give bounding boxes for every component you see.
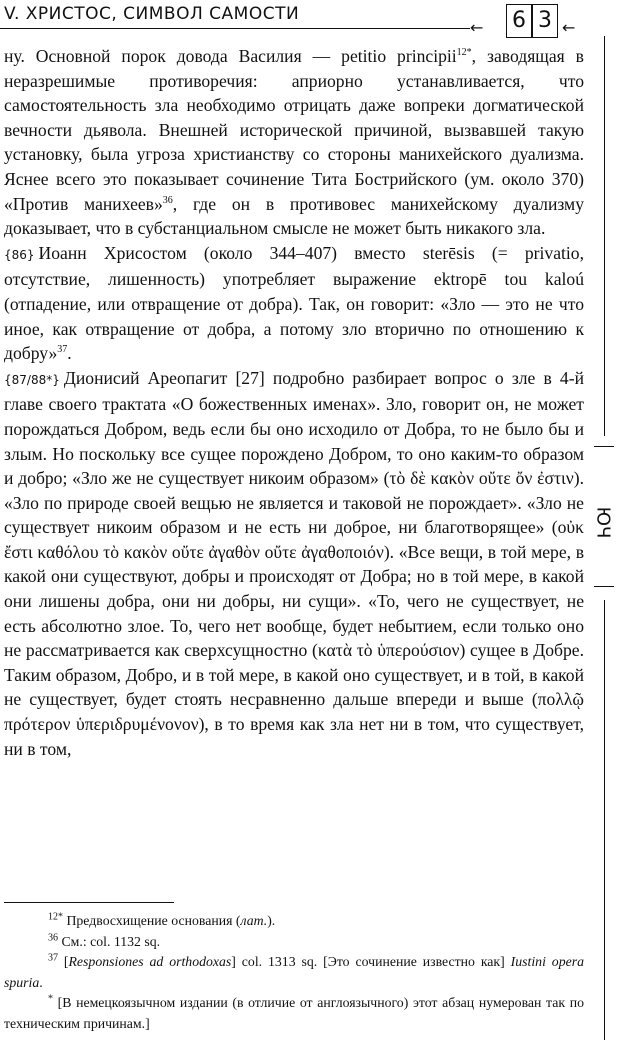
footnote-text: См.: col. 1132 sq. bbox=[58, 933, 161, 949]
footnote-star bbox=[4, 993, 584, 1034]
running-head: V. ХРИСТОС, СИМВОЛ САМОСТИ bbox=[4, 4, 300, 24]
footnote-text: ] col. 1313 sq. [Это сочинение известно как] bbox=[231, 954, 511, 969]
footnote-37 bbox=[4, 952, 584, 993]
paragraph-text: , где он в противовес манихейскому дуализму доказывает, что в субстанциальном смысле не может быть никакого зла. bbox=[4, 193, 584, 239]
main-text bbox=[4, 44, 584, 761]
footnote-italic: лат. bbox=[240, 913, 268, 928]
margin-rule-bottom bbox=[604, 600, 605, 1040]
footnote-text: Предвосхищение основания ( bbox=[63, 913, 241, 928]
footnote-ref-37: 37 bbox=[57, 344, 68, 356]
footnotes bbox=[4, 902, 584, 1034]
margin-bracket-top bbox=[594, 446, 614, 447]
margin-bracket-bottom bbox=[594, 586, 614, 587]
footnote-36 bbox=[4, 932, 584, 953]
paragraph-number: {86} bbox=[4, 247, 35, 262]
page-header bbox=[0, 0, 620, 44]
footnote-text: [В немецкоязычном издании (в отличие от англоязычного) этот абзац нумерован так по техническим причинам.] bbox=[4, 995, 584, 1031]
footnote-mark: 12* bbox=[48, 911, 63, 923]
paragraph-85 bbox=[4, 44, 584, 241]
page-number-box-2: 3 bbox=[532, 4, 558, 38]
footnote-mark: 36 bbox=[48, 931, 58, 943]
footnote-italic: Iustini opera spuria bbox=[4, 954, 584, 990]
footnote-mark: 37 bbox=[48, 952, 58, 964]
arrow-right-icon: ← bbox=[562, 18, 576, 37]
paragraph-text: , заводящая в неразрешимые противоречия: априорно устанавливается, что самостоятельность зла необходимо отрицать даже вопреки догматической вечности дьявола. Внешней исторической причиной, вызвавшей такую установку, была угроза христианству со стороны манихейского дуализма. Яснее всего это показывает сочинение Тита Бострийского (ум. около 370) «Против манихеев» bbox=[4, 46, 584, 214]
margin-rule-top bbox=[604, 36, 605, 436]
paragraph-text: . bbox=[67, 343, 72, 364]
footnote-text: ). bbox=[267, 913, 276, 928]
paragraph-text: Дионисий Ареопагит [27] подробно разбирает вопрос о зле в 4-й главе своего трактата «О божественных именах». Зло, говорит он, не может порождаться Добром, ведь если бы оно исходило от Добра, то не было бы и злым. Но поскольку все сущее порождено Добром, то оно каким-то образом и добро; «Зло же не существует никоим образом» (τὸ δὲ κακὸν οὔτε ὄν ἐστιν). «Зло по природе своей вещью не является и таковой не порождает». «Зло не существует никоим образом и не есть ни доброе, ни благотворящее» (οὐκ ἔστι καθόλου τὸ κακὸν οὔτε ἀγαθὸν οὔτε ἀγαθοποιόν). «Все вещи, в той мере, в какой они существуют, добры и происходят от Добра; но в той мере, в какой они лишены добра, они ни добры, ни сущи». «То, чего не существует, не есть абсолютно злое. То, чего нет вообще, будет небытием, если только оно не рассматривается как сверхсущностно (κατὰ τὸ ὑπερούσιον) сущее в Добре. Таким образом, Добро, и в той мере, в какой оно существует, и в той, в какой не существует, будет стоять несравненно дальше впереди и выше (πολλῷ πρότερον ὑπεριδρυμένονον), в то время как зла нет ни в том, что существует, ни в том, bbox=[4, 367, 584, 759]
paragraph-86 bbox=[4, 241, 584, 366]
footnote-italic: Responsiones ad orthodoxas bbox=[68, 954, 232, 969]
footnote-text: [ bbox=[58, 954, 69, 969]
footnote-12 bbox=[4, 911, 584, 932]
arrow-left-icon: ← bbox=[470, 18, 484, 37]
footnote-rule bbox=[4, 902, 174, 903]
footnote-mark: * bbox=[48, 993, 53, 1005]
paragraph-text: ну. Основной порок довода Василия — petitio principii bbox=[4, 46, 457, 66]
paragraph-87-88 bbox=[4, 366, 584, 762]
paragraph-text: Иоанн Хрисостом (около 344–407) вместо sterēsis (= privatio, отсутствие, лишенность) употребляет выражение ektropē tou kaloú (отпадение, или отвращение от добра). Так, он говорит: «Зло — это не что иное, как отвращение от добра, а потому зло вторично по отношению к добру» bbox=[4, 242, 584, 364]
margin-page-number: ЮЧ bbox=[592, 506, 614, 539]
footnote-text: . bbox=[39, 974, 43, 990]
footnote-ref-36: 36 bbox=[162, 194, 173, 206]
paragraph-number: {87/88*} bbox=[4, 372, 60, 387]
footnote-ref-12: 12* bbox=[456, 47, 472, 59]
page-number-box-1: 6 bbox=[506, 4, 532, 38]
header-rule bbox=[0, 28, 470, 29]
